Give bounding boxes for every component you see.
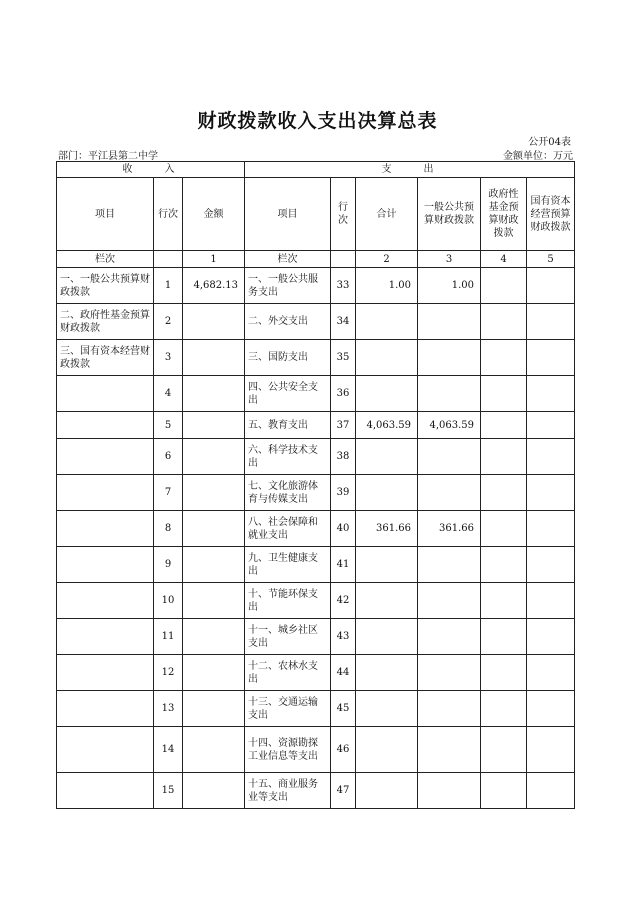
table-row <box>57 412 575 439</box>
col-header-item: 项目 <box>57 178 154 251</box>
income-item <box>57 412 154 439</box>
expense-total <box>356 655 418 691</box>
expense-gov-fund <box>481 619 527 655</box>
income-amount: 4,682.13 <box>183 268 245 304</box>
col-index-1: 1 <box>183 251 245 268</box>
expense-gov-fund <box>481 268 527 304</box>
income-line-no: 13 <box>154 691 183 727</box>
expense-item: 十四、资源勘探工业信息等支出 <box>245 727 331 773</box>
expense-line-no: 41 <box>331 547 356 583</box>
income-line-no: 15 <box>154 773 183 809</box>
expense-general-budget <box>418 727 481 773</box>
expense-general-budget <box>418 547 481 583</box>
expense-state-capital <box>527 773 575 809</box>
income-line-no: 3 <box>154 340 183 376</box>
col-header-gov-fund: 政府性基金预算财政拨款 <box>481 178 527 251</box>
expense-state-capital <box>527 727 575 773</box>
income-amount <box>183 691 245 727</box>
expense-gov-fund <box>481 475 527 511</box>
expense-general-budget <box>418 691 481 727</box>
table-row <box>57 268 575 304</box>
income-amount <box>183 655 245 691</box>
expense-total <box>356 340 418 376</box>
income-line-no: 12 <box>154 655 183 691</box>
expense-gov-fund <box>481 340 527 376</box>
income-section-header: 收 入 <box>57 162 245 178</box>
col-index-5: 5 <box>527 251 575 268</box>
expense-general-budget <box>418 475 481 511</box>
expense-line-no: 38 <box>331 439 356 475</box>
expense-state-capital <box>527 547 575 583</box>
expense-line-no: 34 <box>331 304 356 340</box>
col-index-3: 3 <box>418 251 481 268</box>
table-row <box>57 655 575 691</box>
amount-unit-label: 金额单位：万元 <box>503 151 573 162</box>
income-item <box>57 727 154 773</box>
page-title: 财政拨款收入支出决算总表 <box>197 110 438 132</box>
expense-total <box>356 691 418 727</box>
table-row <box>57 304 575 340</box>
expense-total: 4,063.59 <box>356 412 418 439</box>
table-row <box>57 727 575 773</box>
col-header-total: 合计 <box>356 178 418 251</box>
income-item <box>57 691 154 727</box>
income-amount <box>183 583 245 619</box>
table-row <box>57 583 575 619</box>
col-index-blank <box>154 251 183 268</box>
col-header-line-no: 行次 <box>154 178 183 251</box>
expense-general-budget <box>418 439 481 475</box>
expense-line-no: 40 <box>331 511 356 547</box>
income-item <box>57 439 154 475</box>
income-amount <box>183 376 245 412</box>
table-row <box>57 691 575 727</box>
expense-line-no: 33 <box>331 268 356 304</box>
income-item <box>57 619 154 655</box>
expense-gov-fund <box>481 583 527 619</box>
table-row <box>57 376 575 412</box>
income-amount <box>183 439 245 475</box>
expense-line-no: 43 <box>331 619 356 655</box>
expense-state-capital <box>527 511 575 547</box>
expense-state-capital <box>527 340 575 376</box>
expense-general-budget: 361.66 <box>418 511 481 547</box>
expense-total <box>356 619 418 655</box>
expense-general-budget <box>418 773 481 809</box>
col-index-4: 4 <box>481 251 527 268</box>
expense-item: 九、卫生健康支出 <box>245 547 331 583</box>
income-line-no: 6 <box>154 439 183 475</box>
expense-line-no: 35 <box>331 340 356 376</box>
expense-gov-fund <box>481 439 527 475</box>
expense-item: 十二、农林水支出 <box>245 655 331 691</box>
expense-gov-fund <box>481 412 527 439</box>
expense-total <box>356 773 418 809</box>
income-item <box>57 376 154 412</box>
expense-total <box>356 583 418 619</box>
form-number: 公开04表 <box>528 137 571 148</box>
expense-general-budget <box>418 583 481 619</box>
expense-line-no: 45 <box>331 691 356 727</box>
income-line-no: 4 <box>154 376 183 412</box>
col-header-state-capital: 国有资本经营预算财政拨款 <box>527 178 575 251</box>
header-row-sections <box>57 162 575 178</box>
income-amount <box>183 773 245 809</box>
income-item: 三、国有资本经营财政拨款 <box>57 340 154 376</box>
column-index-row <box>57 251 575 268</box>
expense-state-capital <box>527 655 575 691</box>
expense-item: 三、国防支出 <box>245 340 331 376</box>
expense-gov-fund <box>481 511 527 547</box>
col-header-amount: 金额 <box>183 178 245 251</box>
expense-gov-fund <box>481 304 527 340</box>
expense-state-capital <box>527 439 575 475</box>
expense-total <box>356 547 418 583</box>
expense-total <box>356 727 418 773</box>
income-item <box>57 475 154 511</box>
expense-gov-fund <box>481 547 527 583</box>
expense-line-no: 42 <box>331 583 356 619</box>
expense-item: 四、公共安全支出 <box>245 376 331 412</box>
col-header-exp-line-no: 行次 <box>331 178 356 251</box>
expense-item: 八、社会保障和就业支出 <box>245 511 331 547</box>
data-rows <box>57 268 575 809</box>
expense-state-capital <box>527 376 575 412</box>
expense-total <box>356 475 418 511</box>
department-label: 部门：平江县第二中学 <box>58 151 158 162</box>
income-amount <box>183 619 245 655</box>
col-header-general-budget: 一般公共预算财政拨款 <box>418 178 481 251</box>
expense-total <box>356 304 418 340</box>
income-line-no: 14 <box>154 727 183 773</box>
table-row <box>57 439 575 475</box>
table-row <box>57 475 575 511</box>
income-line-no: 9 <box>154 547 183 583</box>
income-amount <box>183 547 245 583</box>
expense-state-capital <box>527 619 575 655</box>
expense-item: 十、节能环保支出 <box>245 583 331 619</box>
expense-item: 一、一般公共服务支出 <box>245 268 331 304</box>
income-item <box>57 547 154 583</box>
col-header-exp-item: 项目 <box>245 178 331 251</box>
expense-total: 361.66 <box>356 511 418 547</box>
expense-item: 十五、商业服务业等支出 <box>245 773 331 809</box>
expense-item: 七、文化旅游体育与传媒支出 <box>245 475 331 511</box>
expense-gov-fund <box>481 691 527 727</box>
table-row <box>57 511 575 547</box>
income-line-no: 10 <box>154 583 183 619</box>
income-item <box>57 655 154 691</box>
expense-general-budget <box>418 340 481 376</box>
expense-line-no: 46 <box>331 727 356 773</box>
income-amount <box>183 412 245 439</box>
expense-line-no: 44 <box>331 655 356 691</box>
col-index-2: 2 <box>356 251 418 268</box>
expense-line-no: 37 <box>331 412 356 439</box>
expense-state-capital <box>527 475 575 511</box>
income-amount <box>183 727 245 773</box>
budget-table <box>56 161 575 809</box>
income-line-no: 11 <box>154 619 183 655</box>
expense-line-no: 47 <box>331 773 356 809</box>
expense-state-capital <box>527 691 575 727</box>
income-item: 二、政府性基金预算财政拨款 <box>57 304 154 340</box>
expense-total: 1.00 <box>356 268 418 304</box>
expense-general-budget <box>418 376 481 412</box>
expense-section-header: 支 出 <box>245 162 575 178</box>
income-amount <box>183 475 245 511</box>
expense-gov-fund <box>481 727 527 773</box>
income-line-no: 7 <box>154 475 183 511</box>
expense-state-capital <box>527 412 575 439</box>
expense-general-budget <box>418 304 481 340</box>
expense-gov-fund <box>481 655 527 691</box>
col-index-blank-2 <box>331 251 356 268</box>
income-amount <box>183 511 245 547</box>
table-row <box>57 619 575 655</box>
expense-item: 五、教育支出 <box>245 412 331 439</box>
expense-total <box>356 376 418 412</box>
expense-item: 二、外交支出 <box>245 304 331 340</box>
income-line-no: 5 <box>154 412 183 439</box>
income-item <box>57 773 154 809</box>
income-amount <box>183 304 245 340</box>
income-item <box>57 511 154 547</box>
income-item <box>57 583 154 619</box>
expense-general-budget: 1.00 <box>418 268 481 304</box>
col-index-label: 栏次 <box>57 251 154 268</box>
expense-item: 六、科学技术支出 <box>245 439 331 475</box>
expense-state-capital <box>527 304 575 340</box>
expense-line-no: 39 <box>331 475 356 511</box>
expense-general-budget: 4,063.59 <box>418 412 481 439</box>
expense-state-capital <box>527 268 575 304</box>
income-line-no: 1 <box>154 268 183 304</box>
col-index-label-2: 栏次 <box>245 251 331 268</box>
table-row <box>57 547 575 583</box>
table-row <box>57 340 575 376</box>
expense-item: 十三、交通运输支出 <box>245 691 331 727</box>
expense-item: 十一、城乡社区支出 <box>245 619 331 655</box>
income-amount <box>183 340 245 376</box>
expense-gov-fund <box>481 773 527 809</box>
table-row <box>57 773 575 809</box>
income-line-no: 2 <box>154 304 183 340</box>
income-item: 一、一般公共预算财政拨款 <box>57 268 154 304</box>
expense-gov-fund <box>481 376 527 412</box>
expense-line-no: 36 <box>331 376 356 412</box>
expense-general-budget <box>418 619 481 655</box>
header-row-columns <box>57 178 575 251</box>
expense-state-capital <box>527 583 575 619</box>
expense-general-budget <box>418 655 481 691</box>
expense-total <box>356 439 418 475</box>
income-line-no: 8 <box>154 511 183 547</box>
